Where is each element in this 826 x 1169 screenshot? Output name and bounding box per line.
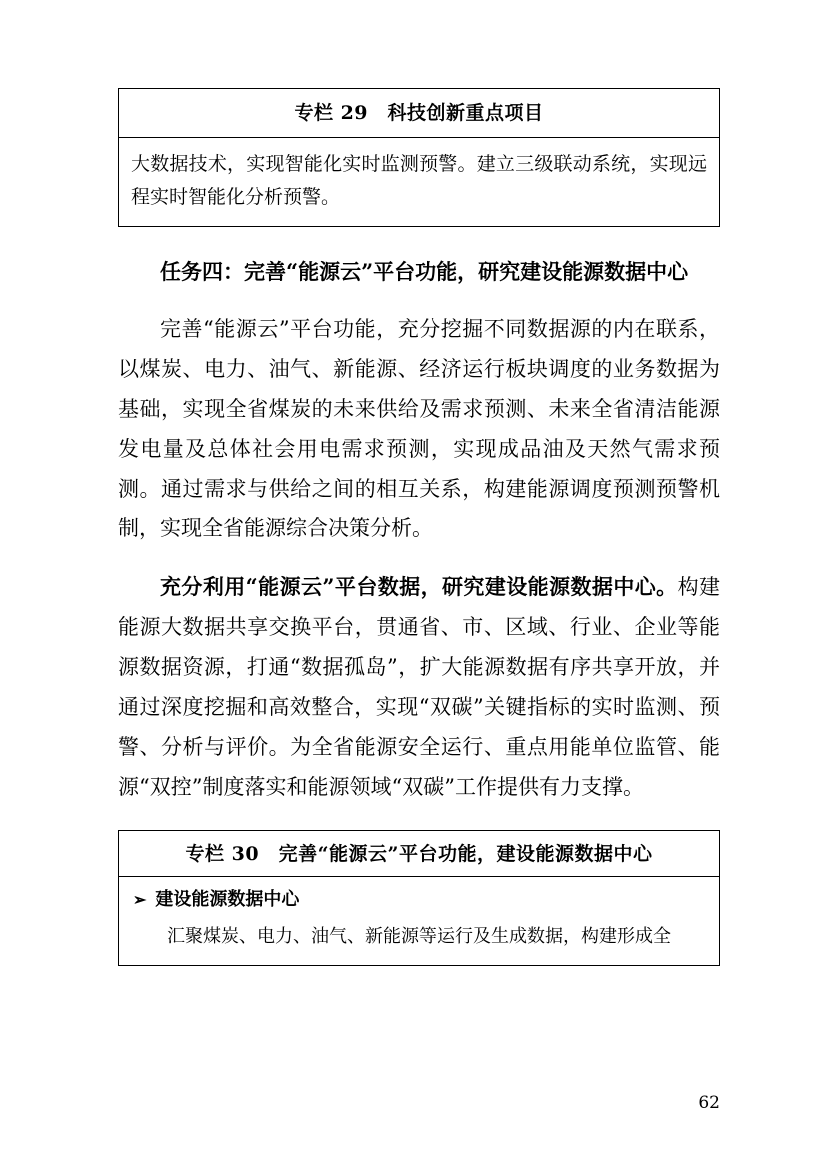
task-four-paragraph-2-lead: 充分利用“能源云”平台数据，研究建设能源数据中心。 xyxy=(160,574,678,600)
task-four-paragraph-1: 完善“能源云”平台功能，充分挖掘不同数据源的内在联系，以煤炭、电力、油气、新能源、经济运行板块调度的业务数据为基础，实现全省煤炭的未来供给及需求预测、未来全省清洁能源发电量及总体社会用电需求预测，实现成品油及天然气需求预测。通过需求与供给之间的相互关系，构建能源调度预测预警机制，实现全省能源综合决策分析。 xyxy=(118,317,720,541)
panel-29-title: 专栏 29 科技创新重点项目 xyxy=(119,89,719,138)
arrow-bullet-icon: ➢ xyxy=(133,890,147,910)
panel-column-30 xyxy=(118,830,720,966)
task-four-heading: 任务四：完善“能源云”平台功能，研究建设能源数据中心 xyxy=(160,259,689,285)
panel-30-sub-text: 汇聚煤炭、电力、油气、新能源等运行及生成数据，构建形成全 xyxy=(167,926,671,948)
panel-column-29 xyxy=(118,88,720,227)
panel-30-title: 专栏 30 完善“能源云”平台功能，建设能源数据中心 xyxy=(119,831,719,878)
task-four-paragraph-2 xyxy=(118,567,720,807)
panel-29-body xyxy=(119,138,719,227)
panel-30-bullet-label: 建设能源数据中心 xyxy=(155,889,300,911)
panel-29-body-text: 大数据技术，实现智能化实时监测预警。建立三级联动系统，实现远程实时智能化分析预警。 xyxy=(131,152,707,208)
panel-30-bullet-item xyxy=(119,877,719,917)
task-four-paragraph-2-rest: 构建能源大数据共享交换平台，贯通省、市、区域、行业、企业等能源数据资源，打通“数据孤岛”，扩大能源数据有序共享开放，并通过深度挖掘和高效整合，实现“双碳”关键指标的实时监测、预警、分析与评价。为全省能源安全运行、重点用能单位监管、能源“双控”制度落实和能源领域“双碳”工作提供有力支撑。 xyxy=(118,575,721,799)
page-number: 62 xyxy=(698,1093,720,1113)
